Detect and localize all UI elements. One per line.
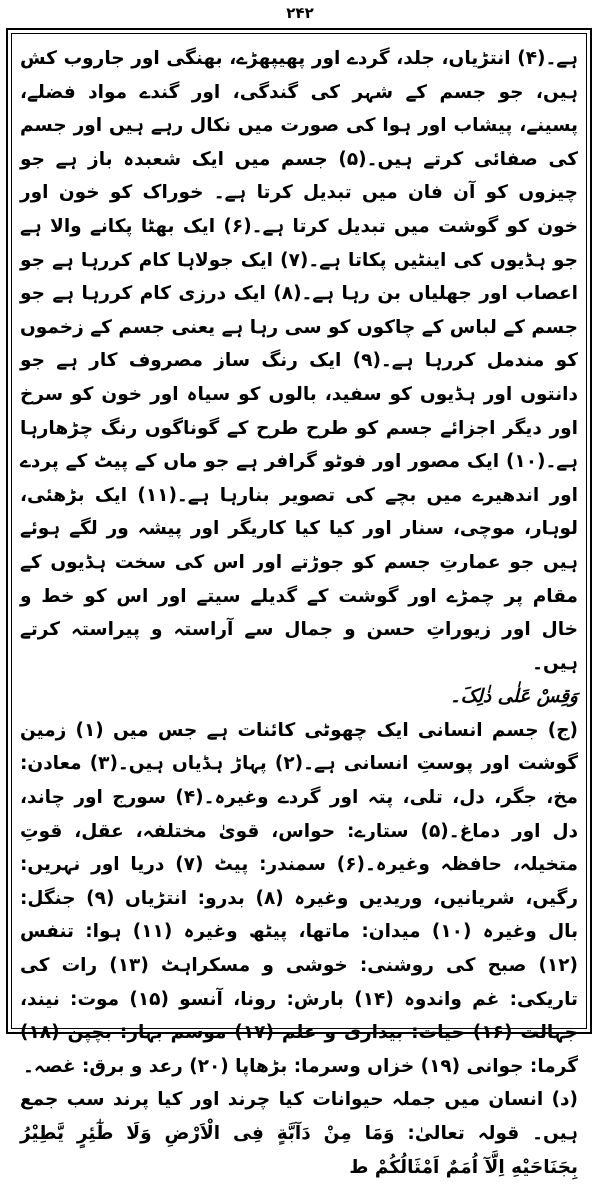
- paragraph-microcosm: (ج) جسم انسانی ایک چھوٹی کائنات ہے جس میں (۱) زمین گوشت اور پوستِ انسانی ہے۔(۲) پہاڑ ہڈیاں ہیں۔(۳) معادن: مخ، جگر، دل، تلی، پتہ اور گردے وغیرہ۔(۴) سورج اور چاند، دل اور دماغ۔(۵) ستارے: حواس، قویٰ مختلفہ، عقل، قوتِ متخیلہ، حافظہ وغیرہ۔(۶) سمندر: پیٹ (۷) دریا اور نہریں: رگیں، شریانیں، وریدیں وغیرہ (۸) بدرو: انتڑیاں (۹) جنگل: بال وغیرہ (۱۰) میدان: ماتھا، پیٹھ وغیرہ (۱۱) ہوا: تنفس (۱۲) صبح کی روشنی: خوشی و مسکراہٹ (۱۳) رات کی تاریکی: غم واندوہ (۱۴) بارش: رونا، آنسو (۱۵) موت: نیند، جہالت (۱۶) حیات: بیداری و علم (۱۷) موسم بہار: بچپن (۱۸) گرما: جوانی (۱۹) خزاں وسرما: بڑھاپا (۲۰) رعد و برق: غصہ۔: [20, 719, 579, 1077]
- paragraph-animals: (د) انسان میں جملہ حیوانات کیا چرند اور کیا پرند سب جمع ہیں۔ قولہ تعالیٰ: وَمَا مِنْ دَآبَّةٍ فِی الْاَرْضِ وَلَا طٰٓئِرٍ یَّطِیْرُ بِجَنَاحَیْهِ اِلَّآ اُمَمٌ اَمْثَالُكُمْ ط: [20, 1089, 578, 1178]
- paragraph-arabic-phrase: وَقِسْ عَلٰی ذٰلِکَ۔: [449, 686, 578, 708]
- paragraph-body: ہے۔(۴) انتڑیاں، جلد، گردے اور پھیپھڑے، بھنگی اور جاروب کش ہیں، جو جسم کے شہر کی گندگی، اور گندے مواد فضلے، پسینے، پیشاب اور ہوا کی صورت میں نکال رہے ہیں اور جسم کی صفائی کرتے ہیں۔(۵) جسم میں ایک شعبدہ باز ہے جو چیزوں کو آن فان میں تبدیل کرتا ہے۔ خوراک کو خون اور خون کو گوشت میں تبدیل کرتا ہے۔(۶) ایک بھٹا پکانے والا ہے جو ہڈیوں کی اینٹیں پکاتا ہے۔(۷) ایک جولاہا کام کررہا ہے جو اعصاب اور جھلیاں بن رہا ہے۔(۸) ایک درزی کام کررہا ہے جو جسم کے لباس کے چاکوں کو سی رہا ہے یعنی جسم کے زخموں کو مندمل کررہا ہے۔(۹) ایک رنگ ساز مصروف کار ہے جو دانتوں اور ہڈیوں کو سفید، بالوں کو سیاہ اور خون کو سرخ اور دیگر اجزائے جسم کو طرح طرح کے گوناگوں رنگ چڑھارہا ہے۔(۱۰) ایک مصور اور فوٹو گرافر ہے جو ماں کے پیٹ کے پردے اور اندھیرے میں بچے کی تصویر بنارہا ہے۔(۱۱) ایک بڑھئی، لوہار، موچی، سنار اور کیا کیا کاریگر اور پیشہ ور لگے ہوئے ہیں جو عمارتِ جسم کو جوڑتے اور اس کی سخت ہڈیوں کے مقام پر چمڑے اور گوشت کے گدیلے سیتے اور اس کو خط و خال اور زیوراتِ حسن و جمال سے آراستہ و پیراستہ کرتے ہیں۔: [20, 48, 578, 674]
- page-number: ۲۴۲: [286, 4, 314, 22]
- page-text: [20, 42, 579, 1178]
